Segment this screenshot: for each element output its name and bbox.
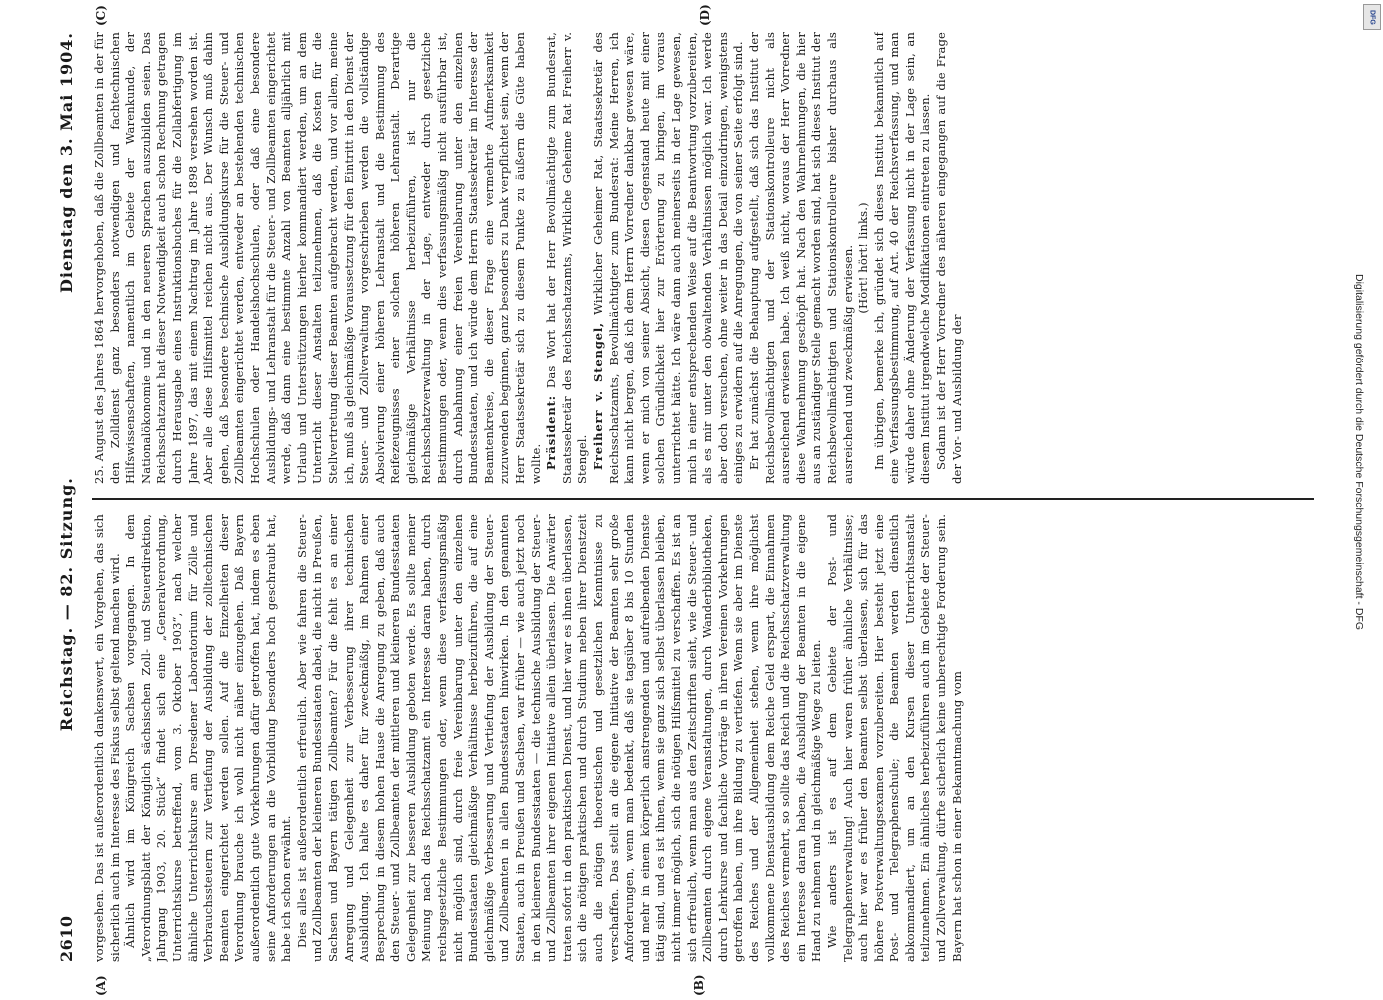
president-paragraph [544, 32, 591, 484]
marker-a: (A) [94, 975, 108, 996]
left-paragraph: Dies alles ist außerordentlich erfreulich. Aber wie fahren die Steuer- und Zollbeamten der kleineren Bundesstaaten dabei, die nicht in Preußen, Sachsen und Bayern tätigen Zollbeamten? Für die fehlt es an einer Anregung und Gelegenheit zur Verbesserung ihrer technischen Ausbildung. Ich halte es daher für zweckmäßig, im Rahmen einer Besprechung in diesem hohen Hause die Anregung zu geben, daß auch den Steuer- und Zollbeamten der mittleren und kleineren Bundesstaaten Gelegenheit zur besseren Ausbildung geboten werde. Es sollte meiner Meinung nach das Reichsschatzamt ein Interesse daran haben, durch reichsgesetzliche Bestimmungen oder, wenn diese verfassungsmäßig nicht möglich sind, durch freie Vereinbarung unter den einzelnen Bundesstaaten gleichmäßige Verhältnisse herbeizuführen, die auf eine gleichmäßige Verbesserung und Vertiefung der Ausbildung der Steuer- und Zollbeamten in allen Bundesstaaten hinwirken. In den genannten Staaten, auch in Preußen und Sachsen, war früher — wie auch jetzt noch in den kleineren Bundesstaaten — die technische Ausbildung der Steuer- und Zollbeamten ihrer eigenen Initiative allein überlassen. Die Anwärter traten sofort in den praktischen Dienst, und hier war es ihnen überlassen, sich die nötigen praktischen und durch Studium neben ihrer Dienstzeit auch die nötigen theoretischen und gesetzlichen Kenntnisse zu verschaffen. Das stellt an die eigene Initiative der Beamten sehr große Anforderungen, wenn man bedenkt, daß sie tagsüber 8 bis 10 Stunden und mehr in einem körperlich anstrengenden und aufreibenden Dienste tätig sind, und es ist ihnen, wenn sie ganz sich selbst überlassen bleiben, nicht immer möglich, sich die nötigen Hilfsmittel zu verschaffen. Es ist an sich erfreulich, wenn man aus den Zeitschriften sieht, wie die Steuer- und Zollbeamten durch eigene Veranstaltungen, durch Wanderbibliotheken, durch Lehrkurse und fachliche Vorträge in ihren Vereinen Vorkehrungen getroffen haben, um ihre Bildung zu vertiefen. Wenn sie aber im Dienste des Reiches und der Allgemeinheit stehen, wenn ihre möglichst vollkommene Dienstausbildung dem Reiche Geld erspart, die Einnahmen des Reiches vermehrt, so sollte das Reich und die Reichsschatzverwaltung ein Interesse daran haben, die Ausbildung der Beamten in die eigene Hand zu nehmen und in gleichmäßige Wege zu leiten. [294, 514, 824, 962]
right-paragraph: Er hat zunächst die Behauptung aufgestellt, daß sich das Institut der Reichsbevollmächtigten und der Stationskontrolleure nicht als ausreichend erwiesen habe. Ich weiß nicht, woraus der Herr Vorredner diese Wahrnehmung geschöpft hat. Nach den Wahrnehmungen, die hier aus an zuständiger Stelle gemacht worden sind, hat sich dieses Institut der Reichsbevollmächtigten und Stationskontrolleure bisher durchaus als ausreichend und zweckmäßig erwiesen. [746, 32, 855, 484]
column-rule [92, 498, 1314, 500]
left-column [92, 514, 1314, 962]
dfg-logo: DFG [1363, 4, 1381, 30]
left-paragraph: vorgesehen. Das ist außerordentlich dankenswert, ein Vorgehen, das sich sicherlich auch im Interesse des Fiskus selbst geltend machen wird. [92, 514, 122, 962]
marker-b: (B) [692, 974, 706, 996]
right-column [92, 32, 1314, 484]
right-paragraph: 25. August des Jahres 1864 hervorgehoben, daß die Zollbeamten in der für den Zolldienst ganz besonders notwendigen und fachtechnischen Hilfswissenschaften, namentlich im Gebiete der Warenkunde, der Nationalökonomie und in den neueren Sprachen auszubilden seien. Das Reichsschatzamt hat dieser Notwendigkeit auch schon Rechnung getragen durch Herausgabe eines Instruktionsbuches für die Zollabfertigung im Jahre 1897, das mit einem Nachtrag im Jahre 1898 versehen worden ist. Aber alle diese Hilfsmittel reichen nicht aus. Der Wunsch muß dahin gehen, daß besondere technische Ausbildungskurse für die Steuer- und Zollbeamten eingerichtet werden, entweder an bestehenden technischen Hochschulen oder Handelshochschulen, oder daß eine besondere Ausbildungs- und Lehranstalt für die Steuer- und Zollbeamten eingerichtet werde, daß dann eine bestimmte Anzahl von Beamten alljährlich mit Urlaub und Unterstützungen hierher kommandiert werden, um an dem Unterricht dieser Anstalten teilzunehmen, daß die Kosten für die Stellvertretung dieser Beamten aufgebracht werden, und vor allem, meine ich, muß als gleichmäßige Voraussetzung für den Eintritt in den Dienst der Steuer- und Zollverwaltung vorgeschrieben werden die vollständige Absolvierung einer höheren Lehranstalt und die Bestimmung des Reifezeugnisses einer solchen höheren Lehranstalt. Derartige gleichmäßige Verhältnisse herbeizuführen, ist nur die Reichsschatzverwaltung in der Lage, entweder durch gesetzliche Bestimmungen oder, wenn dies verfassungsmäßig nicht ausführbar ist, durch Anbahnung einer freien Vereinbarung unter den einzelnen Bundesstaaten, und ich würde dem Herrn Staatssekretär im Interesse der Beamtenkreise, die dieser Frage eine vermehrte Aufmerksamkeit zuzuwenden beginnen, ganz besonders zu Dank verpflichtet sein, wenn der Herr Staatssekretär sich zu diesem Punkte zu äußern die Güte haben wollte. [92, 32, 543, 484]
marker-c: (C) [94, 5, 108, 26]
right-paragraph: Im übrigen, bemerke ich, gründet sich dieses Institut bekanntlich auf eine Verfassungsbestimmung, auf Art. 40 der Reichsverfassung, und man würde daher ohne Änderung der Verfassung nicht in der Lage sein, an diesem Institut irgendwelche Modifikationen eintreten zu lassen. [871, 32, 933, 484]
header-left-title: Reichstag. — 82. Sitzung. [56, 477, 76, 732]
left-paragraph: Ähnlich wird im Königreich Sachsen vorgegangen. In dem „Verordnungsblatt der Königlich sächsischen Zoll- und Steuerdirektion, Jahrgang 1903, 20. Stück“ findet sich eine „Generalverordnung, Unterrichtskurse betreffend, vom 3. Oktober 1903“, nach welcher ähnliche Unterrichtskurse am Dresdener Laboratorium für Zölle und Verbrauchssteuern zur Vertiefung der Ausbildung der zolltechnischen Beamten eingerichtet werden sollen. Auf die Einzelheiten dieser Verordnung brauche ich wohl nicht näher einzugehen. Daß Bayern außerordentlich gute Vorkehrungen dafür getroffen hat, indem es eben seine Anforderungen an die Vorbildung besonders hoch geschraubt hat, habe ich schon erwähnt. [123, 514, 294, 962]
speaker-president: Präsident: [544, 395, 559, 470]
stengel-paragraph [591, 32, 747, 484]
header-right-title: Dienstag den 3. Mai 1904. [56, 32, 76, 293]
speaker-stengel: Freiherr v. Stengel, [591, 322, 605, 470]
side-note [1353, 14, 1379, 994]
left-paragraph: Wie anders ist es auf dem Gebiete der Post- und Telegraphenverwaltung! Auch hier waren früher ähnliche Verhältnisse; auch hier war es früher den Beamten selbst überlassen, sich für das höhere Postverwaltungsexamen vorzubereiten. Hier besteht jetzt eine Post- und Telegraphenschule; die Beamten werden dienstlich abkommandiert, um an den Kursen dieser Unterrichtsanstalt teilzunehmen. Ein ähnliches herbeizuführen auch im Gebiete der Steuer- und Zollverwaltung, dürfte sicherlich keine unberechtigte Forderung sein. Bayern hat schon in einer Bekanntmachung vom [824, 514, 964, 962]
right-paragraph: Sodann ist der Herr Vorredner des näheren eingegangen auf die Frage der Vor- und Ausbildung der [934, 32, 964, 484]
stengel-text: Wirklicher Geheimer Rat, Staatssekretär des Reichsschatzamts, Bevollmächtigter zum Bundesrat: Meine Herren, ich kann nicht bergen, daß ich dem Herrn Vorredner dankbar gewesen wäre, wenn er mich von seiner Absicht, diesen Gegenstand heute mit einer solchen Gründlichkeit hier zur Erörterung zu bringen, im voraus unterrichtet hätte. Ich wäre dann auch meinerseits in der Lage gewesen, mich in einer entsprechenden Weise auf die Beantwortung vorzubereiten, als es mir unter den obwaltenden Verhältnissen möglich war. Ich werde aber doch versuchen, ohne weiter in das Detail einzudringen, wenigstens einiges zu erwidern auf die Anregungen, die von seiner Seite erfolgt sind. [591, 32, 746, 484]
interjection: (Hört! hört! links.) [856, 202, 871, 314]
president-text: Das Wort hat der Herr Bevollmächtigte zum Bundesrat, Staatssekretär des Reichsschatzamts, Wirkliche Geheime Rat Freiherr v. Stengel. [544, 32, 590, 484]
page-inner [50, 4, 1320, 996]
running-head [50, 32, 82, 962]
marker-d: (D) [698, 4, 712, 26]
page-number: 2610 [56, 915, 76, 962]
digitization-note: Digitalisierung gefördert durch die Deutsche Forschungsgemeinschaft - DFG [1353, 274, 1365, 631]
